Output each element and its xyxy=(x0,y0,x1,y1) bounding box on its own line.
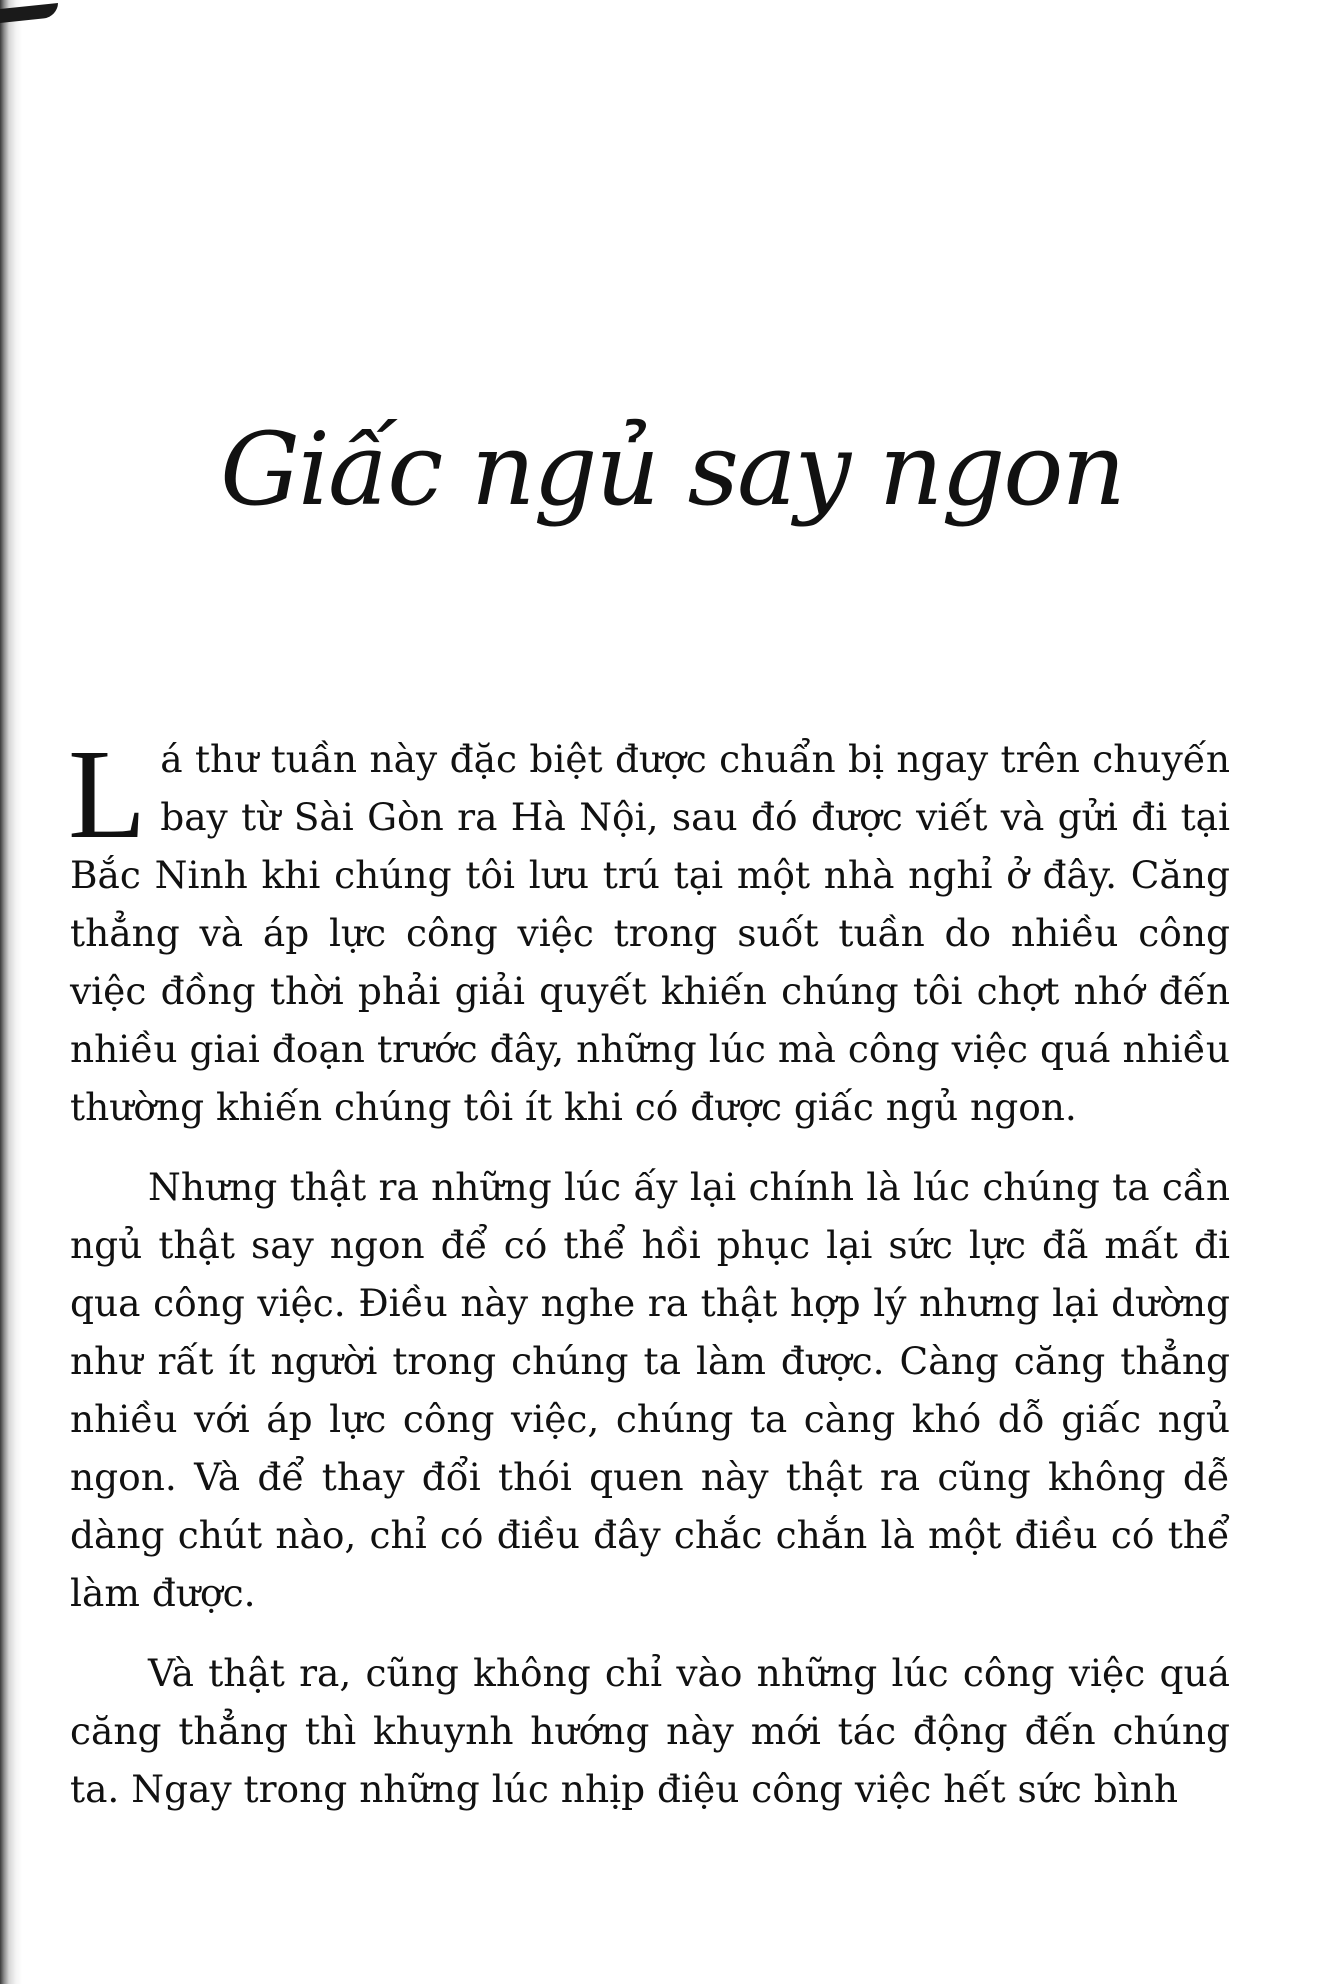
paragraph-1-text: á thư tuần này đặc biệt được chuẩn bị ngay trên chuyến bay từ Sài Gòn ra Hà Nội, sau đó được viết và gửi đi tại Bắc Ninh khi chúng tôi lưu trú tại một nhà nghỉ ở đây. Căng thẳng và áp lực công việc trong suốt tuần do nhiều công việc đồng thời phải giải quyết khiến chúng tôi chợt nhớ đến nhiều giai đoạn trước đây, những lúc mà công việc quá nhiều thường khiến chúng tôi ít khi có được giấc ngủ ngon. xyxy=(70,737,1230,1129)
scanned-page-edge xyxy=(0,0,22,1984)
body-text xyxy=(68,723,1230,1840)
paragraph-2: Nhưng thật ra những lúc ấy lại chính là lúc chúng ta cần ngủ thật say ngon để có thể hồi phục lại sức lực đã mất đi qua công việc. Điều này nghe ra thật hợp lý nhưng lại dường như rất ít người trong chúng ta làm được. Càng căng thẳng nhiều với áp lực công việc, chúng ta càng khó dỗ giấc ngủ ngon. Và để thay đổi thói quen này thật ra cũng không dễ dàng chút nào, chỉ có điều đây chắc chắn là một điều có thể làm được. xyxy=(70,1165,1230,1615)
chapter-title: Giấc ngủ say ngon xyxy=(220,411,1124,528)
drop-cap: L xyxy=(68,723,147,865)
paragraph-3: Và thật ra, cũng không chỉ vào những lúc công việc quá căng thẳng thì khuynh hướng này mới tác động đến chúng ta. Ngay trong những lúc nhịp điệu công việc hết sức bình xyxy=(70,1651,1230,1811)
paragraph-1 xyxy=(68,723,1230,1136)
